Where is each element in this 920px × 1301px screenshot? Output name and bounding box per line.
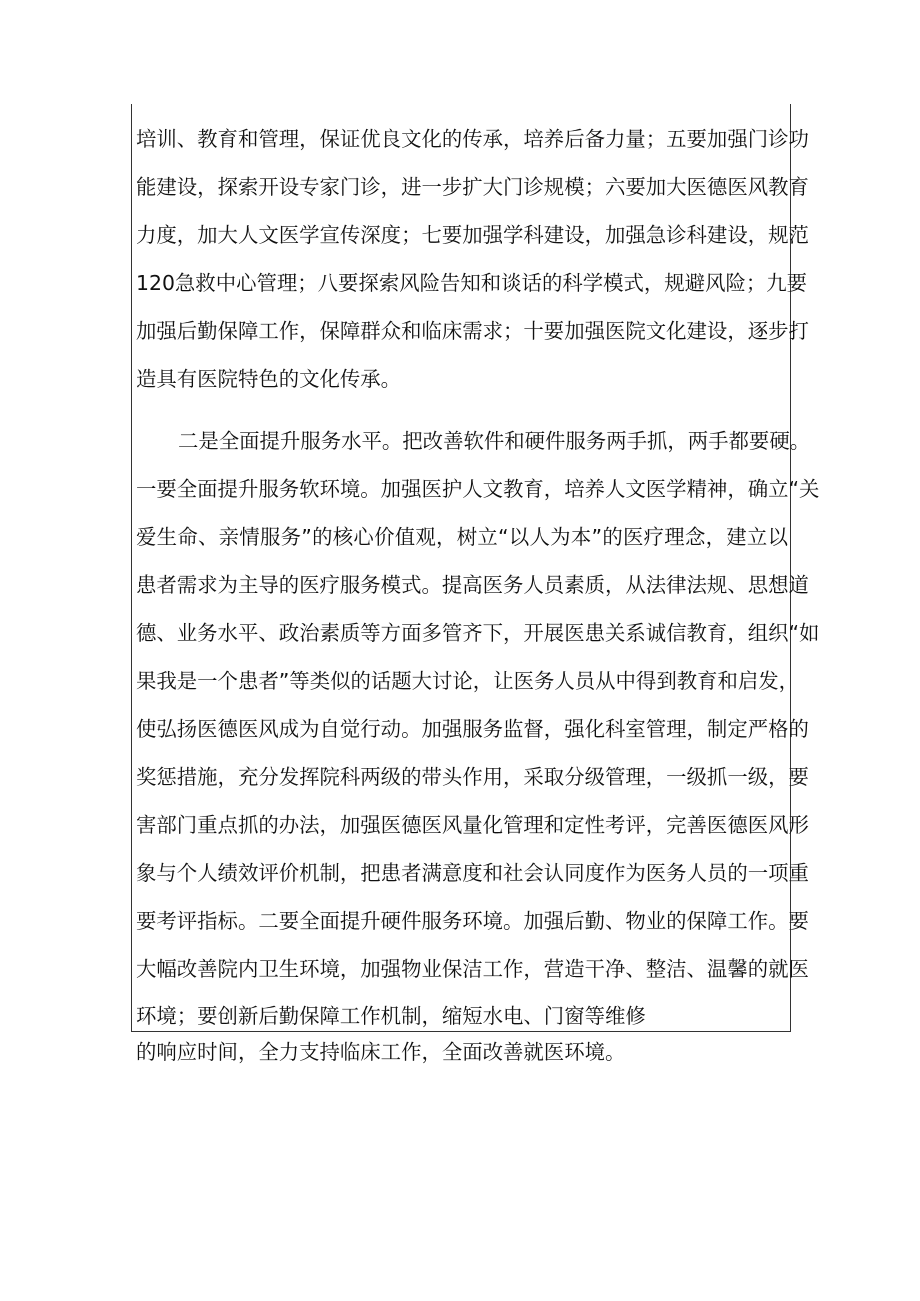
- paragraph-line: 象与个人绩效评价机制，把患者满意度和社会认同度作为医务人员的一项重: [136, 861, 809, 885]
- paragraph-line: 患者需求为主导的医疗服务模式。提高医务人员素质，从法律法规、思想道: [136, 573, 809, 597]
- continuation-line: 的响应时间，全力支持临床工作，全面改善就医环境。: [136, 1040, 626, 1064]
- paragraph-line: 能建设，探索开设专家门诊，进一步扩大门诊规模；六要加大医德医风教育: [136, 175, 809, 199]
- paragraph-line-last: 造具有医院特色的文化传承。: [136, 367, 402, 391]
- paragraph-first-line: 二是全面提升服务水平。把改善软件和硬件服务两手抓，两手都要硬。: [178, 429, 811, 453]
- paragraph-line: 害部门重点抓的办法，加强医德医风量化管理和定性考评，完善医德医风形: [136, 813, 809, 837]
- paragraph-line: 大幅改善院内卫生环境，加强物业保洁工作，营造干净、整洁、温馨的就医: [136, 957, 809, 981]
- paragraph-line: 德、业务水平、政治素质等方面多管齐下，开展医患关系诚信教育，组织“如: [136, 621, 820, 645]
- paragraph-line: 使弘扬医德医风成为自觉行动。加强服务监督，强化科室管理，制定严格的: [136, 717, 809, 741]
- paragraph-line: 加强后勤保障工作，保障群众和临床需求；十要加强医院文化建设，逐步打: [136, 319, 809, 343]
- paragraph-line: 一要全面提升服务软环境。加强医护人文教育，培养人文医学精神，确立“关: [136, 477, 820, 501]
- paragraph-line: 培训、教育和管理，保证优良文化的传承，培养后备力量；五要加强门诊功: [136, 127, 809, 151]
- paragraph-line: 果我是一个患者”等类似的话题大讨论，让医务人员从中得到教育和启发，: [136, 669, 800, 693]
- paragraph-line: 奖惩措施，充分发挥院科两级的带头作用，采取分级管理，一级抓一级，要: [136, 765, 809, 789]
- paragraph-line: 爱生命、亲情服务”的核心价值观，树立“以人为本”的医疗理念，建立以: [136, 525, 788, 549]
- paragraph-line: 力度，加大人文医学宣传深度；七要加强学科建设，加强急诊科建设，规范: [136, 223, 809, 247]
- paragraph-line-cut: 环境；要创新后勤保障工作机制，缩短水电、门窗等维修: [136, 1004, 646, 1028]
- paragraph-line: 120急救中心管理；八要探索风险告知和谈话的科学模式，规避风险；九要: [136, 271, 808, 295]
- paragraph-line: 要考评指标。二要全面提升硬件服务环境。加强后勤、物业的保障工作。要: [136, 909, 809, 933]
